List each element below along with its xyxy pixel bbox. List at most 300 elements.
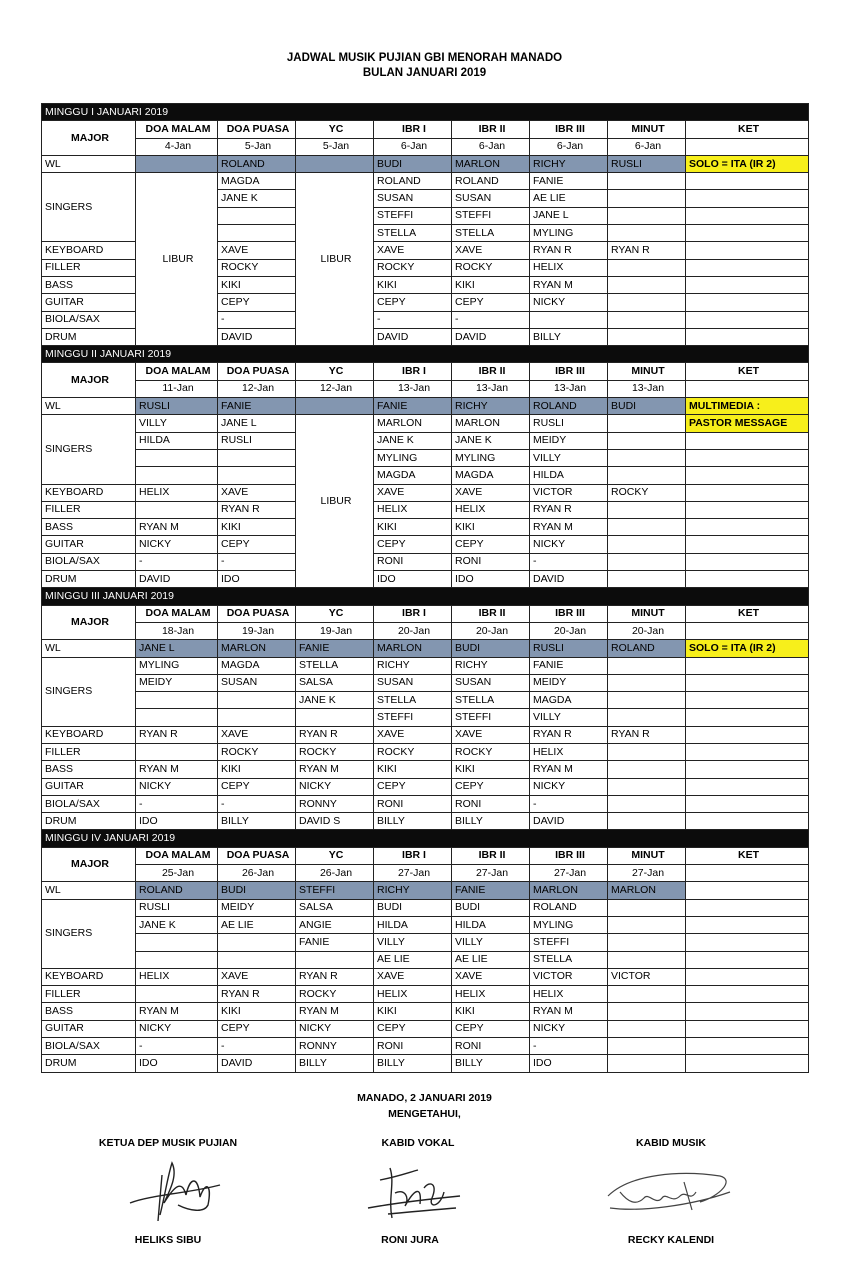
guitar-cell: NICKY	[296, 1020, 374, 1037]
date-cell: 19-Jan	[218, 622, 296, 639]
drum-cell	[608, 813, 686, 830]
filler-cell: HELIX	[530, 743, 608, 760]
keyboard-cell: XAVE	[452, 242, 530, 259]
singers-cell: JANE K	[218, 190, 296, 207]
singers-cell: SUSAN	[374, 190, 452, 207]
date-cell: 12-Jan	[296, 380, 374, 397]
singers-row	[42, 657, 809, 674]
singers-cell: STEFFI	[374, 709, 452, 726]
keyboard-cell: RYAN R	[530, 726, 608, 743]
week-band-row	[42, 588, 809, 605]
singers-row	[42, 467, 809, 484]
singers-cell: RUSLI	[136, 899, 218, 916]
signatory-role-2: KABID VOKAL	[381, 1137, 455, 1149]
singers-cell	[608, 657, 686, 674]
filler-cell	[608, 501, 686, 518]
role-label-biola: BIOLA/SAX	[42, 553, 136, 570]
singers-cell: HILDA	[374, 916, 452, 933]
guitar-cell: CEPY	[218, 1020, 296, 1037]
column-header: IBR III	[530, 121, 608, 138]
biola-cell: RONI	[374, 553, 452, 570]
singers-cell: JANE K	[452, 432, 530, 449]
drum-row	[42, 1055, 809, 1072]
document-title: JADWAL MUSIK PUJIAN GBI MENORAH MANADO	[286, 52, 563, 64]
guitar-cell	[686, 1020, 809, 1037]
date-cell: 20-Jan	[374, 622, 452, 639]
singers-cell	[608, 415, 686, 432]
date-row	[42, 865, 809, 882]
singers-row	[42, 951, 809, 968]
footer-acknowledged: MENGETAHUI,	[388, 1108, 461, 1120]
wl-cell: MARLON	[530, 882, 608, 899]
singers-cell	[608, 709, 686, 726]
guitar-cell: NICKY	[136, 1020, 218, 1037]
guitar-cell	[686, 778, 809, 795]
singers-cell	[218, 709, 296, 726]
guitar-cell: NICKY	[296, 778, 374, 795]
guitar-cell	[608, 778, 686, 795]
filler-cell: ROCKY	[374, 259, 452, 276]
singers-cell: RUSLI	[218, 432, 296, 449]
role-label-biola: BIOLA/SAX	[42, 795, 136, 812]
singers-cell	[296, 951, 374, 968]
week-title: MINGGU III JANUARI 2019	[42, 588, 809, 605]
wl-cell: MULTIMEDIA :	[686, 398, 809, 415]
singers-cell: MYLING	[136, 657, 218, 674]
biola-cell: -	[136, 795, 218, 812]
guitar-cell	[608, 294, 686, 311]
keyboard-cell: XAVE	[218, 484, 296, 501]
date-cell: 5-Jan	[218, 138, 296, 155]
header-row	[42, 847, 809, 864]
singers-cell	[218, 449, 296, 466]
date-cell: 11-Jan	[136, 380, 218, 397]
singers-cell	[218, 225, 296, 242]
date-cell	[686, 622, 809, 639]
keyboard-cell: RYAN R	[296, 968, 374, 985]
singers-cell: MEIDY	[218, 899, 296, 916]
bass-row	[42, 1003, 809, 1020]
date-row	[42, 622, 809, 639]
date-cell	[686, 865, 809, 882]
bass-cell	[608, 519, 686, 536]
role-label-filler: FILLER	[42, 743, 136, 760]
wl-cell: RICHY	[374, 882, 452, 899]
biola-cell	[686, 1038, 809, 1055]
keyboard-cell: XAVE	[374, 484, 452, 501]
column-header: IBR II	[452, 847, 530, 864]
column-header: IBR I	[374, 847, 452, 864]
role-label-filler: FILLER	[42, 986, 136, 1003]
biola-cell: -	[530, 795, 608, 812]
singers-cell: MAGDA	[218, 657, 296, 674]
guitar-cell: CEPY	[452, 778, 530, 795]
singers-cell: MAGDA	[218, 173, 296, 190]
singers-cell: MYLING	[530, 225, 608, 242]
singers-cell: STELLA	[374, 692, 452, 709]
singers-cell	[686, 190, 809, 207]
singers-cell: MARLON	[452, 415, 530, 432]
bass-row	[42, 519, 809, 536]
singers-cell	[218, 951, 296, 968]
column-header: MINUT	[608, 363, 686, 380]
drum-cell: IDO	[218, 571, 296, 588]
keyboard-cell: RYAN R	[608, 242, 686, 259]
singers-row	[42, 899, 809, 916]
singers-cell: ANGIE	[296, 916, 374, 933]
biola-cell: RONI	[374, 795, 452, 812]
biola-cell: -	[374, 311, 452, 328]
singers-cell: MEIDY	[530, 432, 608, 449]
drum-cell: DAVID S	[296, 813, 374, 830]
singers-cell: RUSLI	[530, 415, 608, 432]
biola-cell: -	[218, 1038, 296, 1055]
singers-cell: MYLING	[530, 916, 608, 933]
drum-cell: IDO	[452, 571, 530, 588]
signatory-name-2: RONI JURA	[381, 1234, 439, 1246]
week-title: MINGGU IV JANUARI 2019	[42, 830, 809, 847]
singers-cell: MAGDA	[374, 467, 452, 484]
singers-cell	[608, 692, 686, 709]
keyboard-cell	[686, 484, 809, 501]
drum-cell: DAVID	[530, 813, 608, 830]
drum-row	[42, 571, 809, 588]
singers-cell: FANIE	[530, 657, 608, 674]
singers-cell: SUSAN	[452, 674, 530, 691]
signatory-name-1: HELIKS SIBU	[134, 1234, 202, 1246]
signature-3	[600, 1162, 740, 1222]
biola-cell: -	[530, 553, 608, 570]
bass-cell: RYAN M	[530, 519, 608, 536]
date-cell: 13-Jan	[530, 380, 608, 397]
date-cell: 26-Jan	[296, 865, 374, 882]
role-label-biola: BIOLA/SAX	[42, 1038, 136, 1055]
drum-cell	[608, 328, 686, 345]
date-cell: 18-Jan	[136, 622, 218, 639]
drum-cell: DAVID	[452, 328, 530, 345]
date-cell	[686, 380, 809, 397]
singers-cell	[686, 934, 809, 951]
keyboard-cell: XAVE	[374, 726, 452, 743]
singers-cell: VILLY	[452, 934, 530, 951]
role-label-keyboard: KEYBOARD	[42, 726, 136, 743]
singers-row	[42, 692, 809, 709]
date-row	[42, 380, 809, 397]
filler-cell: RYAN R	[530, 501, 608, 518]
biola-cell: RONNY	[296, 1038, 374, 1055]
singers-cell	[686, 674, 809, 691]
biola-cell	[686, 311, 809, 328]
singers-cell: STEFFI	[452, 709, 530, 726]
bass-cell	[686, 276, 809, 293]
drum-cell: IDO	[136, 1055, 218, 1072]
filler-cell	[686, 501, 809, 518]
singers-cell: VILLY	[530, 709, 608, 726]
drum-cell: BILLY	[374, 1055, 452, 1072]
date-cell: 13-Jan	[608, 380, 686, 397]
guitar-cell: CEPY	[218, 778, 296, 795]
singers-cell	[608, 449, 686, 466]
keyboard-row	[42, 968, 809, 985]
guitar-cell: CEPY	[218, 536, 296, 553]
bass-cell: KIKI	[218, 519, 296, 536]
drum-row	[42, 813, 809, 830]
major-label: MAJOR	[42, 605, 136, 640]
date-cell: 27-Jan	[608, 865, 686, 882]
keyboard-cell: XAVE	[374, 242, 452, 259]
singers-cell	[686, 173, 809, 190]
week-band-row	[42, 104, 809, 121]
filler-cell	[686, 743, 809, 760]
keyboard-cell: VICTOR	[530, 484, 608, 501]
role-label-filler: FILLER	[42, 259, 136, 276]
drum-cell: DAVID	[530, 571, 608, 588]
singers-row	[42, 916, 809, 933]
bass-cell	[686, 519, 809, 536]
date-cell: 13-Jan	[374, 380, 452, 397]
biola-cell	[686, 795, 809, 812]
singers-cell: BUDI	[374, 899, 452, 916]
filler-cell: ROCKY	[218, 743, 296, 760]
singers-row	[42, 934, 809, 951]
filler-cell	[686, 259, 809, 276]
singers-cell	[686, 657, 809, 674]
guitar-cell: CEPY	[374, 778, 452, 795]
singers-cell: STELLA	[452, 225, 530, 242]
role-label-wl: WL	[42, 155, 136, 172]
date-cell: 4-Jan	[136, 138, 218, 155]
signatory-name-3: RECKY KALENDI	[627, 1234, 715, 1246]
column-header: DOA PUASA	[218, 847, 296, 864]
singers-cell: MEIDY	[136, 674, 218, 691]
wl-cell: FANIE	[218, 398, 296, 415]
singers-cell: BUDI	[452, 899, 530, 916]
singers-cell	[686, 899, 809, 916]
role-label-keyboard: KEYBOARD	[42, 242, 136, 259]
role-label-singers: SINGERS	[42, 173, 136, 242]
role-label-guitar: GUITAR	[42, 294, 136, 311]
column-header: DOA MALAM	[136, 847, 218, 864]
keyboard-cell: VICTOR	[608, 968, 686, 985]
singers-cell: SUSAN	[452, 190, 530, 207]
singers-cell	[218, 692, 296, 709]
bass-cell: KIKI	[452, 761, 530, 778]
wl-cell: SOLO = ITA (IR 2)	[686, 155, 809, 172]
bass-cell: KIKI	[452, 1003, 530, 1020]
column-header: MINUT	[608, 121, 686, 138]
date-cell: 20-Jan	[452, 622, 530, 639]
singers-cell	[686, 692, 809, 709]
column-header: MINUT	[608, 605, 686, 622]
role-label-bass: BASS	[42, 519, 136, 536]
role-label-guitar: GUITAR	[42, 1020, 136, 1037]
date-cell: 6-Jan	[530, 138, 608, 155]
date-cell: 6-Jan	[374, 138, 452, 155]
wl-cell: ROLAND	[218, 155, 296, 172]
signatory-role-3: KABID MUSIK	[636, 1137, 706, 1149]
singers-cell: FANIE	[530, 173, 608, 190]
singers-cell: MAGDA	[530, 692, 608, 709]
libur-cell: LIBUR	[136, 173, 218, 346]
biola-cell	[608, 1038, 686, 1055]
singers-row	[42, 674, 809, 691]
date-cell: 20-Jan	[530, 622, 608, 639]
bass-cell: KIKI	[452, 519, 530, 536]
drum-cell	[686, 813, 809, 830]
keyboard-cell	[686, 242, 809, 259]
singers-cell	[608, 432, 686, 449]
keyboard-cell: VICTOR	[530, 968, 608, 985]
singers-cell	[608, 173, 686, 190]
keyboard-cell: XAVE	[452, 484, 530, 501]
singers-cell	[136, 467, 218, 484]
guitar-cell: NICKY	[136, 778, 218, 795]
role-label-guitar: GUITAR	[42, 536, 136, 553]
column-header: DOA PUASA	[218, 363, 296, 380]
keyboard-cell: HELIX	[136, 484, 218, 501]
singers-cell: STELLA	[452, 692, 530, 709]
column-header: YC	[296, 121, 374, 138]
guitar-cell: NICKY	[530, 536, 608, 553]
keyboard-cell: RYAN R	[608, 726, 686, 743]
column-header: MINUT	[608, 847, 686, 864]
singers-cell	[608, 225, 686, 242]
filler-cell: HELIX	[374, 501, 452, 518]
singers-cell: MEIDY	[530, 674, 608, 691]
drum-cell: BILLY	[218, 813, 296, 830]
singers-cell	[686, 467, 809, 484]
filler-cell: RYAN R	[218, 986, 296, 1003]
biola-cell: RONI	[452, 553, 530, 570]
wl-cell: MARLON	[218, 640, 296, 657]
guitar-cell: CEPY	[374, 1020, 452, 1037]
singers-cell	[686, 432, 809, 449]
wl-cell: ROLAND	[136, 882, 218, 899]
wl-cell: STEFFI	[296, 882, 374, 899]
keyboard-cell: XAVE	[218, 726, 296, 743]
signatory-role-1: KETUA DEP MUSIK PUJIAN	[98, 1137, 238, 1149]
singers-row	[42, 173, 809, 190]
column-header: IBR I	[374, 363, 452, 380]
guitar-cell	[608, 536, 686, 553]
role-label-drum: DRUM	[42, 1055, 136, 1072]
singers-cell	[608, 899, 686, 916]
drum-cell: IDO	[530, 1055, 608, 1072]
drum-cell	[686, 571, 809, 588]
filler-cell: ROCKY	[296, 986, 374, 1003]
singers-cell	[608, 190, 686, 207]
filler-row	[42, 986, 809, 1003]
singers-cell	[136, 692, 218, 709]
role-label-singers: SINGERS	[42, 657, 136, 726]
drum-cell: IDO	[374, 571, 452, 588]
signature-1	[120, 1155, 230, 1227]
date-cell: 6-Jan	[452, 138, 530, 155]
bass-cell: KIKI	[218, 761, 296, 778]
singers-cell: SUSAN	[218, 674, 296, 691]
singers-cell	[686, 449, 809, 466]
wl-cell: BUDI	[608, 398, 686, 415]
wl-cell: ROLAND	[608, 640, 686, 657]
singers-cell	[686, 225, 809, 242]
biola-cell: RONI	[452, 1038, 530, 1055]
date-cell: 27-Jan	[530, 865, 608, 882]
wl-cell: FANIE	[452, 882, 530, 899]
major-label: MAJOR	[42, 847, 136, 882]
singers-cell: VILLY	[374, 934, 452, 951]
week-title: MINGGU II JANUARI 2019	[42, 346, 809, 363]
drum-cell	[608, 571, 686, 588]
document-subtitle: BULAN JANUARI 2019	[362, 67, 487, 79]
role-label-biola: BIOLA/SAX	[42, 311, 136, 328]
singers-cell: VILLY	[136, 415, 218, 432]
keyboard-cell: HELIX	[136, 968, 218, 985]
libur-cell: LIBUR	[296, 173, 374, 346]
role-label-singers: SINGERS	[42, 415, 136, 484]
date-cell: 12-Jan	[218, 380, 296, 397]
singers-cell	[608, 207, 686, 224]
guitar-cell: NICKY	[136, 536, 218, 553]
singers-cell: RICHY	[452, 657, 530, 674]
singers-cell: RICHY	[374, 657, 452, 674]
filler-row	[42, 501, 809, 518]
singers-cell	[686, 916, 809, 933]
column-header: IBR I	[374, 605, 452, 622]
singers-cell	[686, 207, 809, 224]
singers-cell	[218, 467, 296, 484]
week-band-row	[42, 830, 809, 847]
date-cell: 20-Jan	[608, 622, 686, 639]
wl-cell: RICHY	[452, 398, 530, 415]
keyboard-row	[42, 726, 809, 743]
filler-cell: ROCKY	[374, 743, 452, 760]
role-label-drum: DRUM	[42, 813, 136, 830]
filler-cell	[608, 986, 686, 1003]
role-label-wl: WL	[42, 398, 136, 415]
wl-cell	[136, 155, 218, 172]
biola-cell: -	[218, 311, 296, 328]
drum-cell: BILLY	[530, 328, 608, 345]
biola-cell	[608, 795, 686, 812]
biola-cell	[608, 311, 686, 328]
drum-cell: BILLY	[452, 813, 530, 830]
singers-cell: JANE L	[218, 415, 296, 432]
drum-cell: DAVID	[218, 1055, 296, 1072]
column-header: KET	[686, 605, 809, 622]
biola-cell: -	[530, 1038, 608, 1055]
role-label-drum: DRUM	[42, 328, 136, 345]
filler-cell: HELIX	[452, 501, 530, 518]
biola-row	[42, 795, 809, 812]
wl-cell: MARLON	[452, 155, 530, 172]
singers-cell: ROLAND	[374, 173, 452, 190]
date-cell: 27-Jan	[374, 865, 452, 882]
bass-cell: KIKI	[218, 276, 296, 293]
filler-cell: ROCKY	[218, 259, 296, 276]
singers-cell: SALSA	[296, 674, 374, 691]
filler-cell: HELIX	[452, 986, 530, 1003]
filler-row	[42, 743, 809, 760]
role-label-wl: WL	[42, 640, 136, 657]
guitar-cell: NICKY	[530, 294, 608, 311]
keyboard-cell: RYAN R	[296, 726, 374, 743]
filler-cell: RYAN R	[218, 501, 296, 518]
drum-cell: BILLY	[374, 813, 452, 830]
schedule-table	[41, 103, 809, 1073]
singers-cell: HILDA	[530, 467, 608, 484]
guitar-row	[42, 536, 809, 553]
bass-cell: RYAN M	[136, 1003, 218, 1020]
